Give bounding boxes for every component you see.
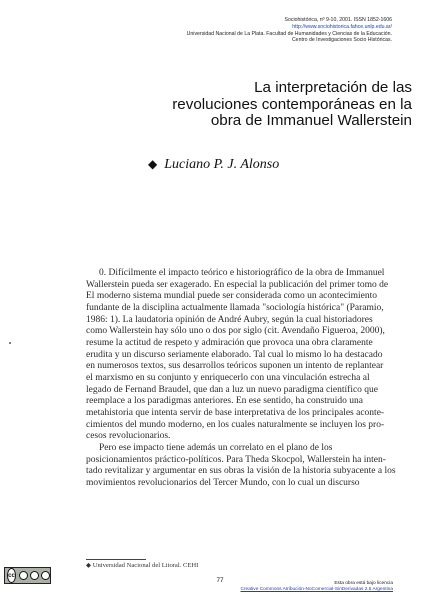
institution-line: Universidad Nacional de La Plata. Facultad de Humanidades y Ciencias de la Educación.	[186, 30, 392, 37]
body-line: Pero ese impacto tiene además un correlato en el plano de los	[99, 442, 333, 453]
body-line: Wallerstein pueda ser exagerado. En especial la publicación del primer tomo de	[86, 279, 389, 290]
body-line: El moderno sistema mundial puede ser considerada como un acontecimiento	[86, 291, 377, 302]
footnote-divider	[86, 559, 146, 560]
journal-header	[187, 17, 392, 44]
body-line: cesos revolucionarios.	[86, 431, 171, 442]
journal-url-link[interactable]: http://www.sociohistorica.fahce.unlp.edu.ar/	[292, 23, 392, 30]
author-name: Luciano P. J. Alonso	[164, 157, 280, 172]
article-title	[172, 80, 412, 130]
author-bullet-icon: ◆	[148, 157, 158, 171]
body-line: resume la actitud de respeto y admiración que provoca una obra claramente	[86, 337, 373, 348]
paragraph-1	[86, 268, 404, 443]
body-line: en numerosos textos, sus desarrollos teóricos suponen un intento de replantear	[86, 361, 384, 372]
attribution-icon	[19, 571, 28, 580]
cc-icon: cc	[7, 568, 16, 583]
license-text: Esta obra está bajo licencia	[334, 581, 393, 586]
license-notice	[241, 581, 394, 593]
article-body	[86, 268, 404, 489]
body-line: erudita y un discurso seriamente elaborado. Tal cual lo mismo lo ha destacado	[86, 349, 383, 360]
title-line-1: La interpretación de las	[254, 79, 412, 96]
body-line: como Wallerstein hay sólo uno o dos por siglo (cit. Avendaño Figueroa, 2000),	[86, 326, 385, 337]
body-line: posicionamientos práctico-políticos. Para Theda Skocpol, Wallerstein ha inten-	[86, 454, 386, 465]
journal-citation: Sociohistórica, nº 9-10, 2001. ISSN 1852-1606	[284, 17, 392, 23]
paragraph-2	[86, 443, 404, 490]
license-link[interactable]: Creative Commons Atribución-NoComercial-SinDerivadas 2.5 Argentina	[240, 587, 393, 592]
body-line: tado revitalizar y argumentar en sus obras la visión de la historia subyacente a los	[86, 466, 396, 477]
body-line: reemplace a los paradigmas anteriores. En ese sentido, ha construido una	[86, 396, 363, 407]
page-number: 77	[216, 577, 224, 584]
body-line: legado de Fernand Braudel, que dan a luz un nuevo paradigma científico que	[86, 384, 379, 395]
noderivatives-icon	[41, 571, 50, 580]
title-line-2: revoluciones contemporáneas en la	[172, 95, 412, 113]
author-byline	[148, 157, 279, 173]
center-line: Centro de Investigaciones Socio Históricas.	[291, 37, 392, 44]
license-conditions-icons	[19, 571, 50, 580]
body-line: 1986: 1). La laudatoria opinión de André Aubry, según la cual historiadores	[86, 314, 373, 325]
body-line: cimientos del mundo moderno, en los cuales naturalmente se incluyen los pro-	[86, 419, 385, 430]
body-line: 0. Difícilmente el impacto teórico e historiográfico de la obra de Immanuel	[99, 268, 385, 278]
body-line: movimientos revolucionarios del Tercer Mundo, con lo cual un discurso	[86, 477, 360, 488]
footnote: ◆ Universidad Nacional del Litoral. CEHI	[86, 562, 199, 569]
body-line: el marxismo en su conjunto y enriquecerlo con una vinculación estrecha al	[86, 372, 370, 383]
creative-commons-badge[interactable]	[4, 567, 51, 584]
margin-mark	[9, 342, 11, 344]
noncommercial-icon	[30, 571, 39, 580]
title-line-3: obra de Immanuel Wallerstein	[210, 112, 412, 130]
body-line: metahistoria que intenta servir de base interpretativa de los principales aconte-	[86, 407, 385, 418]
body-line: fundante de la disciplina actualmente llamada "sociología histórica" (Paramio,	[86, 302, 384, 313]
